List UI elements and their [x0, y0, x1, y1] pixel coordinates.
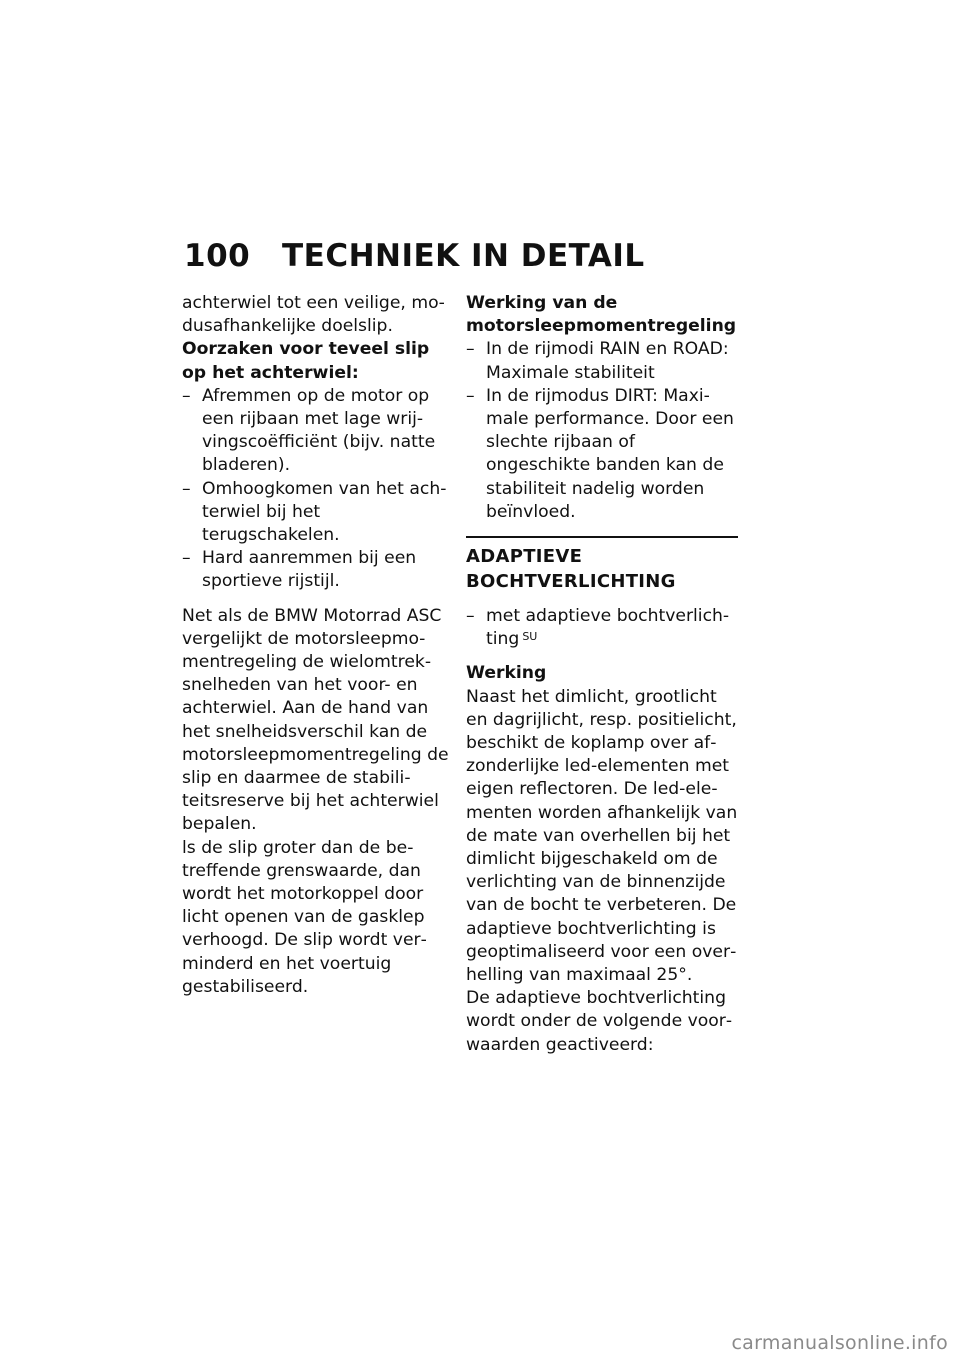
left-column	[182, 292, 450, 999]
intro-paragraph: achterwiel tot een veilige, modusafhankelijke doelslip.	[182, 293, 445, 337]
page-number: 100	[184, 238, 251, 274]
option-code: SU	[522, 630, 538, 644]
right-column	[466, 292, 738, 1057]
option-list	[466, 605, 738, 651]
headlight-paragraph: Naast het dimlicht, grootlicht en dagrijlicht, resp. positielicht, beschikt de koplamp over afzonderlijke led-elementen met eigen reflectoren. De led-elementen worden afhankelijk van de mate van overhellen bij het dimlicht bijgeschakeld om de verlichting van de binnenzijde van de bocht te verbeteren. De adaptieve bochtverlichting is geoptimaliseerd voor een overhelling van maximaal 25°.	[466, 686, 738, 986]
list-item: – Hard aanremmen bij een sportieve rijstijl.	[182, 547, 450, 593]
option-text: met adaptieve bochtverlichting	[486, 606, 730, 650]
watermark: carmanualsonline.info	[731, 1332, 948, 1354]
list-item: – Afremmen op de motor op een rijbaan met lage wrijvingscoëfficiënt (bijv. natte bladeren).	[182, 385, 450, 478]
chapter-title: TECHNIEK IN DETAIL	[282, 238, 645, 274]
causes-list	[182, 385, 450, 594]
list-item	[466, 605, 738, 651]
modes-list	[466, 338, 738, 524]
section-title: ADAPTIEVE BOCHTVERLICHTING	[466, 536, 738, 594]
page-header	[184, 238, 645, 274]
asc-comparison-paragraph: Net als de BMW Motorrad ASC vergelijkt de motorsleepmomentregeling de wielomtreksnelheden van het voor- en achterwiel. Aan de hand van het snelheidsverschil kan de motorsleepmomentregeling de slip en daarmee de stabiliteitsreserve bij het achterwiel bepalen.	[182, 605, 449, 835]
causes-heading: Oorzaken voor teveel slip op het achterwiel:	[182, 339, 430, 383]
list-item: – In de rijmodi RAIN en ROAD: Maximale stabiliteit	[466, 338, 738, 384]
list-item: – In de rijmodus DIRT: Maximale performance. Door een slechte rijbaan of ongeschikte banden kan de stabiliteit nadelig worden beïnvloed.	[466, 385, 738, 524]
list-item: – Omhoogkomen van het achterwiel bij het terugschakelen.	[182, 478, 450, 548]
activation-paragraph: De adaptieve bochtverlichting wordt onder de volgende voorwaarden geactiveerd:	[466, 988, 733, 1055]
werking-heading: Werking van de motorsleepmomentregeling	[466, 293, 737, 337]
werking-subheading: Werking	[466, 663, 547, 684]
slip-threshold-paragraph: ls de slip groter dan de betreffende grenswaarde, dan wordt het motorkoppel door licht openen van de gasklep verhoogd. De slip wordt verminderd en het voertuig gestabiliseerd.	[182, 837, 427, 997]
